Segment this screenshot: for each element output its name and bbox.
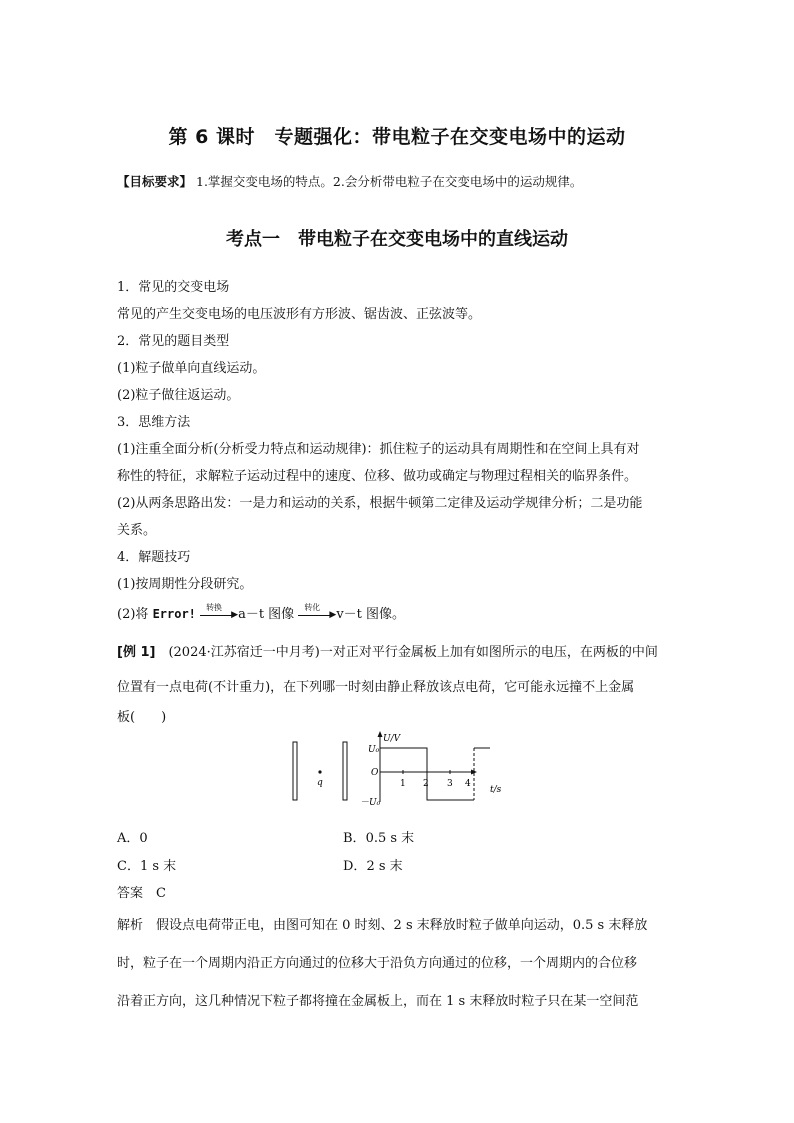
text-line: 1．常见的交变电场 [117,280,230,295]
text-line: 称性的特征，求解粒子运动过程中的速度、位移、做功或确定与物理过程相关的临界条件。 [117,469,638,484]
example-text: (2024·江苏宿迁一中月考)一对正对平行金属板上加有如图所示的电压，在两板的中间 [155,645,658,660]
u0-label: U₀ [368,745,380,755]
text-line: (2)粒子做往返运动。 [117,388,240,403]
left-plate [293,742,297,800]
option-a: A．0 [117,831,148,846]
text-line: 2．常见的题目类型 [117,334,230,349]
solution-line: 时，粒子在一个周期内沿正方向通过的位移大于沿负方向通过的位移，一个周期内的合位移 [117,956,638,971]
voltage-time-figure [280,730,510,810]
transform-arrow-icon: 转化 ▶ [298,610,336,620]
error-text: Error! [152,607,196,621]
solution-line: 解析 假设点电荷带正电，由图可知在 0 时刻、2 s 末释放时粒子做单向运动，0.5 s 末释放 [117,918,648,933]
option-b: B．0.5 s 末 [343,831,415,846]
technique-mid: a－t 图像 [238,607,295,622]
text-line: (1)注重全面分析(分析受力特点和运动规律)：抓住粒子的运动具有周期性和在空间上具有对 [117,442,640,457]
text-line: 3．思维方法 [117,415,191,430]
technique-end: v－t 图像。 [336,607,406,622]
answer-value: C [156,886,166,901]
y-axis-arrow-icon [378,731,383,737]
x-axis-label: t/s [490,785,502,795]
page-title: 第 6 课时 专题强化：带电粒子在交变电场中的运动 [168,126,626,148]
origin-label: O [371,768,379,778]
text-line: 关系。 [117,523,157,538]
convert-arrow-icon: 转换 ▶ [200,610,238,620]
option-d: D．2 s 末 [343,859,403,874]
charge-label: q [317,778,323,788]
learning-goals [117,172,717,190]
tick-label: 3 [447,779,453,789]
y-axis-label: U/V [383,734,401,744]
technique-prefix: (2)将 [117,607,153,622]
charge-dot [318,770,321,773]
text-line: 常见的产生交变电场的电压波形有方形波、锯齿波、正弦波等。 [117,307,482,322]
answer-label: 答案 [117,886,144,901]
goals-tag: 【目标要求】 [117,174,193,189]
goals-text: 1.掌握交变电场的特点。2.会分析带电粒子在交变电场中的运动规律。 [192,174,583,189]
example-line: 板( ) [117,710,167,725]
solution-line: 沿着正方向，这几种情况下粒子都将撞在金属板上，而在 1 s 末释放时粒子只在某一空间范 [117,994,639,1009]
tick-label: 4 [465,779,471,789]
text-line: (2)从两条思路出发：一是力和运动的关系，根据牛顿第二定律及运动学规律分析；二是功能 [117,496,643,511]
tick-label: 2 [423,779,429,789]
example-line [117,641,687,660]
technique-line [117,603,687,622]
answer-line [117,882,687,901]
neg-u0-label: －U₀ [360,798,381,808]
tick-label: 1 [400,779,406,789]
text-line: 4．解题技巧 [117,550,191,565]
example-line: 位置有一点电荷(不计重力)，在下列哪一时刻由静止释放该点电荷，它可能永远撞不上金属 [117,680,635,695]
text-line: (1)按周期性分段研究。 [117,577,253,592]
option-c: C．1 s 末 [117,859,177,874]
text-line: (1)粒子做单向直线运动。 [117,361,266,376]
right-plate [343,742,347,800]
section-title: 考点一 带电粒子在交变电场中的直线运动 [226,229,568,250]
example-label: [例 1] [117,645,156,660]
